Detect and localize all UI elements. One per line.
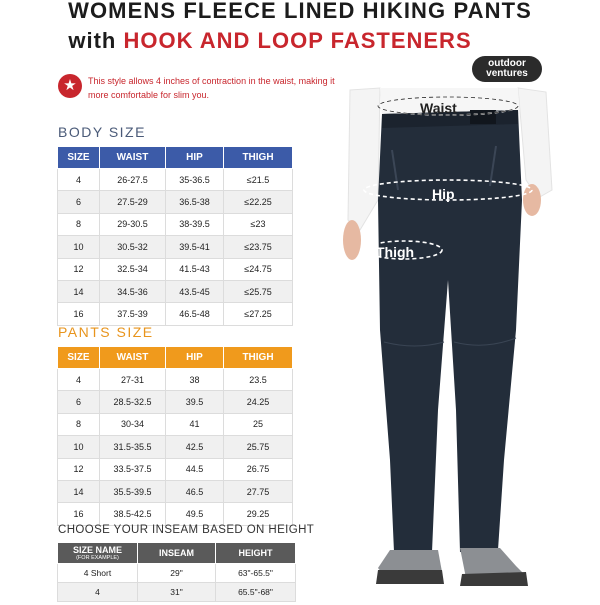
table-cell: 30-34 [100,413,166,435]
table-cell: 4 [58,583,138,602]
col-header-waist: WAIST [100,147,166,169]
table-row [58,169,293,191]
table-cell: 63"-65.5" [216,564,296,583]
table-cell: 10 [58,236,100,258]
table-row [58,369,293,391]
size-name-sub: (FOR EXAMPLE) [76,555,119,561]
table-cell: 36.5-38 [166,191,224,213]
table-cell: ≤22.25 [224,191,293,213]
table-cell: 8 [58,413,100,435]
table-cell: 28.5-32.5 [100,391,166,413]
pants-illustration [320,80,590,600]
table-row [58,413,293,435]
body-size-title: BODY SIZE [58,124,146,140]
table-cell: ≤23 [224,213,293,235]
table-row [58,236,293,258]
table-cell: 65.5"-68" [216,583,296,602]
table-cell: ≤21.5 [224,169,293,191]
table-cell: 34.5-36 [100,280,166,302]
body-size-table [57,146,293,326]
table-cell: 27.75 [224,480,293,502]
page-title: WOMENS FLEECE LINED HIKING PANTS [68,0,532,23]
table-cell: 44.5 [166,458,224,480]
page-subtitle [0,28,540,54]
subtitle-accent: HOOK AND LOOP FASTENERS [123,28,472,53]
table-cell: 26.75 [224,458,293,480]
table-cell: ≤23.75 [224,236,293,258]
table-cell: 4 Short [58,564,138,583]
table-cell: 6 [58,391,100,413]
table-cell: 39.5 [166,391,224,413]
table-cell: 38-39.5 [166,213,224,235]
subtitle-plain: with [68,28,124,53]
table-cell: 33.5-37.5 [100,458,166,480]
table-cell: 16 [58,503,100,525]
col-header-thigh: THIGH [224,147,293,169]
table-row [58,280,293,302]
table-cell: 4 [58,369,100,391]
table-cell: 25.75 [224,436,293,458]
table-cell: 8 [58,213,100,235]
brand-line2: ventures [486,68,528,79]
table-row [58,458,293,480]
table-cell: 4 [58,169,100,191]
table-row [58,258,293,280]
inseam-table [57,542,296,602]
hip-label: Hip [432,186,455,202]
col-header-hip: HIP [166,347,224,369]
table-cell: 23.5 [224,369,293,391]
table-cell: ≤27.25 [224,303,293,325]
table-cell: 30.5-32 [100,236,166,258]
table-cell: ≤25.75 [224,280,293,302]
thigh-label: Thigh [376,244,415,260]
table-row [58,303,293,325]
table-cell: 35-36.5 [166,169,224,191]
table-cell: 26-27.5 [100,169,166,191]
brand-logo [472,56,542,82]
col-header-inseam: INSEAM [138,543,216,564]
table-cell: 6 [58,191,100,213]
table-cell: 16 [58,303,100,325]
table-cell: 42.5 [166,436,224,458]
table-cell: 38.5-42.5 [100,503,166,525]
table-cell: 14 [58,280,100,302]
table-cell: 31.5-35.5 [100,436,166,458]
table-row [58,583,296,602]
waist-label: Waist [420,100,457,116]
col-header-size-name [58,543,138,564]
waist-note: This style allows 4 inches of contraction in the waist, making it more comfortable for slim you. [88,76,335,100]
table-cell: 46.5 [166,480,224,502]
pants-size-table [57,346,293,526]
table-cell: 35.5-39.5 [100,480,166,502]
table-cell: 12 [58,458,100,480]
col-header-height: HEIGHT [216,543,296,564]
pants-size-title: PANTS SIZE [58,324,154,340]
table-cell: 29" [138,564,216,583]
col-header-size: SIZE [58,147,100,169]
table-cell: 31" [138,583,216,602]
table-cell: 32.5-34 [100,258,166,280]
product-photo [320,80,590,600]
table-cell: 24.25 [224,391,293,413]
table-row [58,564,296,583]
table-row [58,191,293,213]
col-header-waist: WAIST [100,347,166,369]
table-row [58,213,293,235]
table-cell: 37.5-39 [100,303,166,325]
table-cell: 49.5 [166,503,224,525]
table-cell: 29-30.5 [100,213,166,235]
table-cell: 41.5-43 [166,258,224,280]
table-row [58,391,293,413]
size-name-label: SIZE NAME [72,545,122,555]
table-cell: 25 [224,413,293,435]
table-cell: 41 [166,413,224,435]
table-cell: 29.25 [224,503,293,525]
col-header-size: SIZE [58,347,100,369]
table-cell: 10 [58,436,100,458]
col-header-hip: HIP [166,147,224,169]
table-row [58,436,293,458]
table-row [58,480,293,502]
table-cell: 14 [58,480,100,502]
table-cell: 27.5-29 [100,191,166,213]
table-cell: 43.5-45 [166,280,224,302]
table-cell: ≤24.75 [224,258,293,280]
inseam-title: CHOOSE YOUR INSEAM BASED ON HEIGHT [58,524,315,536]
table-row [58,503,293,525]
table-cell: 46.5-48 [166,303,224,325]
table-cell: 39.5-41 [166,236,224,258]
table-cell: 38 [166,369,224,391]
table-cell: 12 [58,258,100,280]
brand-line1: outdoor [488,58,526,69]
col-header-thigh: THIGH [224,347,293,369]
star-icon: ★ [58,74,82,98]
table-cell: 27-31 [100,369,166,391]
